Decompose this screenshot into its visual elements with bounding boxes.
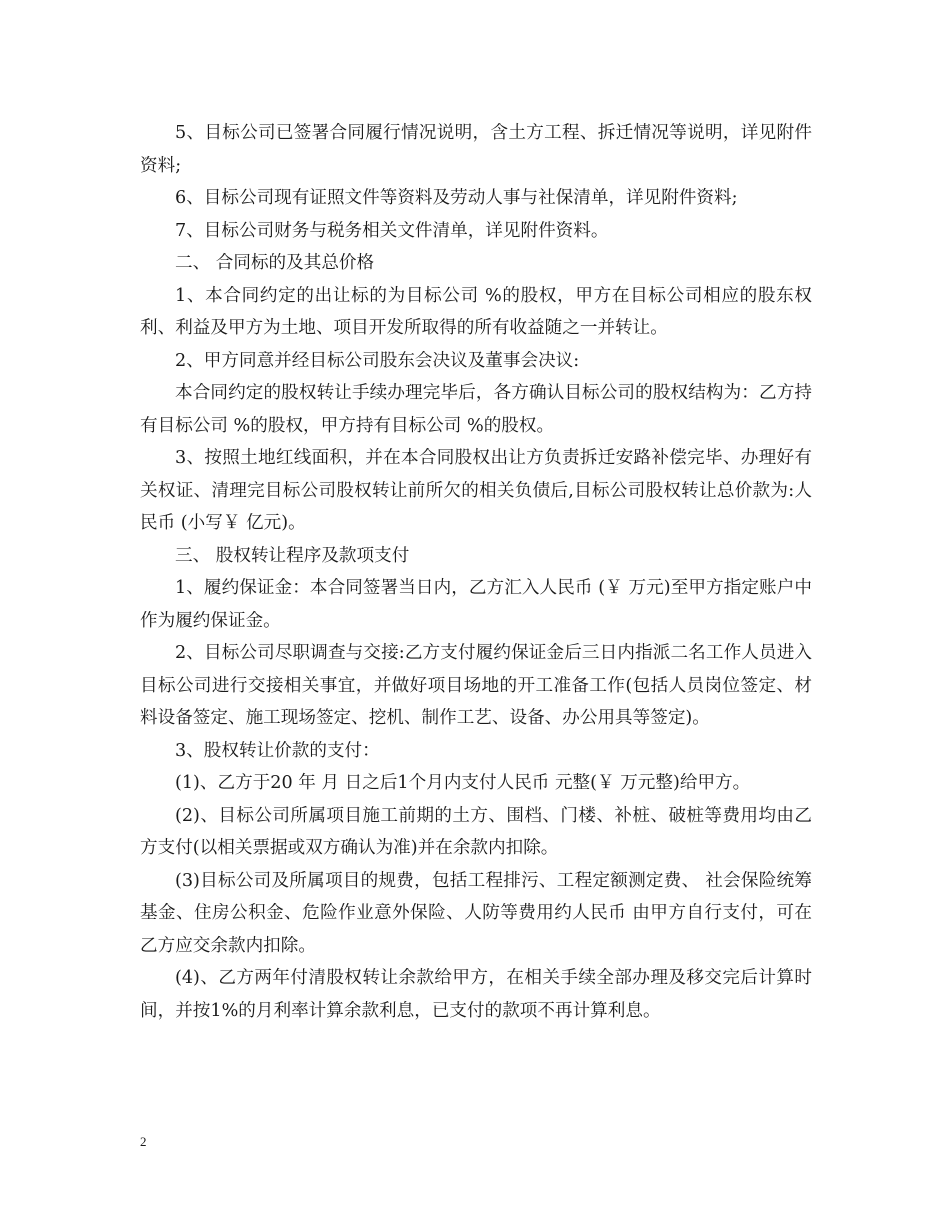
paragraph: (1)、乙方于20 年 月 日之后1个月内支付人民币 元整(￥ 万元整)给甲方。	[175, 773, 751, 793]
paragraph: 1、履约保证金：本合同签署当日内，乙方汇入人民币 (￥ 万元)至甲方指定账户中作为履约保证金。	[140, 578, 812, 631]
paragraph: 3、股权转让价款的支付：	[175, 740, 380, 761]
paragraph: 5、目标公司已签署合同履行情况说明，含土方工程、拆迁情况等说明，详见附件资料;	[140, 123, 812, 176]
paragraph: (4)、乙方两年付清股权转让余款给甲方，在相关手续全部办理及移交完后计算时间，并按1%的月利率计算余款利息，已支付的款项不再计算利息。	[140, 968, 812, 1021]
section-heading: 三、 股权转让程序及款项支付	[175, 545, 410, 566]
document-body	[140, 117, 812, 1027]
paragraph: 3、按照土地红线面积，并在本合同股权出让方负责拆迁安路补偿完毕、办理好有关权证、清理完目标公司股权转让前所欠的相关负债后,目标公司股权转让总价款为:人民币 (小写￥ 亿元)。	[140, 448, 812, 533]
paragraph: (3)目标公司及所属项目的规费，包括工程排污、工程定额测定费、 社会保险统筹基金、住房公积金、危险作业意外保险、人防等费用约人民币 由甲方自行支付，可在乙方应交余款内扣除。	[140, 870, 812, 956]
paragraph: 1、本合同约定的出让标的为目标公司 %的股权，甲方在目标公司相应的股东权利、利益及甲方为土地、项目开发所取得的所有收益随之一并转让。	[140, 285, 812, 338]
paragraph: 6、目标公司现有证照文件等资料及劳动人事与社保清单，详见附件资料;	[175, 188, 738, 208]
paragraph: 2、目标公司尽职调查与交接:乙方支付履约保证金后三日内指派二名工作人员进入目标公司进行交接相关事宜，并做好项目场地的开工准备工作(包括人员岗位签定、材料设备签定、施工现场签定、挖机、制作工艺、设备、办公用具等签定)。	[140, 643, 812, 728]
section-heading: 二、 合同标的及其总价格	[175, 253, 375, 273]
page-number: 2	[140, 1134, 147, 1149]
paragraph: 7、目标公司财务与税务相关文件清单，详见附件资料。	[175, 220, 609, 241]
paragraph: 本合同约定的股权转让手续办理完毕后，各方确认目标公司的股权结构为：乙方持有目标公司 %的股权，甲方持有目标公司 %的股权。	[140, 383, 812, 436]
paragraph: 2、甲方同意并经目标公司股东会决议及董事会决议:	[175, 350, 580, 371]
paragraph: (2)、目标公司所属项目施工前期的土方、围档、门楼、补桩、破桩等费用均由乙方支付(以相关票据或双方确认为准)并在余款内扣除。	[140, 805, 812, 858]
